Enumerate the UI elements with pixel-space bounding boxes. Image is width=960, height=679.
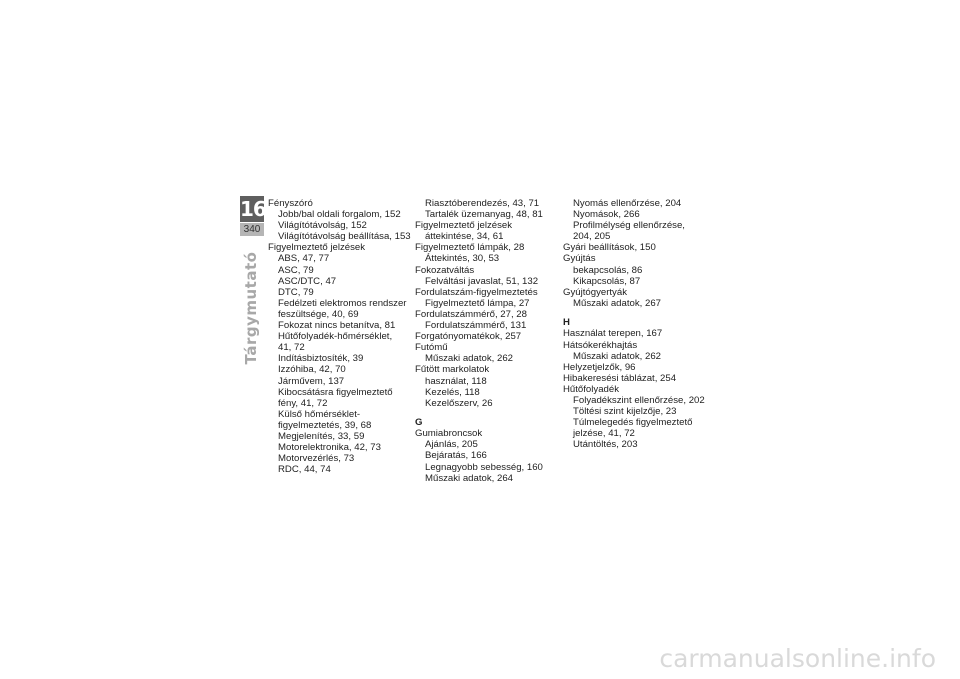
index-column-3 [563,198,703,450]
index-subentry: Nyomás ellenőrzése, 204 [573,198,682,209]
index-entry: Hűtőfolyadék [563,383,619,395]
index-subentry: Fokozat nincs betanítva, 81 [278,320,396,332]
index-subentry: bekapcsolás, 86 [573,264,643,276]
index-subentry: használat, 118 [425,375,487,387]
index-subentry: Nyomások, 266 [573,209,640,221]
index-entry: Figyelmeztető jelzések [415,220,513,232]
index-entry: Figyelmeztető jelzések [268,242,366,254]
index-entry: Gyújtás [563,253,596,265]
index-subentry: Töltési szint kijelzője, 23 [573,406,677,418]
index-subentry: Felváltási javaslat, 51, 132 [425,275,539,287]
index-subentry: Járművem, 137 [278,375,345,387]
index-subentry: Hűtőfolyadék-hőmérséklet, 41, 72 [278,331,393,354]
index-subentry: Bejáratás, 166 [425,450,487,462]
index-subentry: Ajánlás, 205 [425,439,478,451]
index-column-1 [268,198,411,476]
index-subentry: Kezelés, 118 [425,386,480,398]
watermark: carmanualsonline.info [659,644,936,673]
chapter-tab [240,196,264,236]
index-subentry: RDC, 44, 74 [278,464,331,476]
index-subentry: Profilmélység ellenőrzése, 204, 205 [573,220,685,243]
index-subentry: Kikapcsolás, 87 [573,275,641,287]
index-subentry: Megjelenítés, 33, 59 [278,430,365,442]
index-entry: Figyelmeztető lámpák, 28 [415,242,525,254]
index-subentry: Motorvezérlés, 73 [278,453,355,465]
index-subentry: Indításbiztosíték, 39 [278,353,364,365]
index-subentry: Áttekintés, 30, 53 [425,253,500,265]
index-entry: Futómű [415,342,448,354]
index-subentry: Figyelmeztető lámpa, 27 [425,297,530,309]
index-entry: Hibakeresési táblázat, 254 [563,372,677,384]
index-subentry: Műszaki adatok, 267 [573,297,661,309]
index-subentry: Utántöltés, 203 [573,439,638,451]
index-subentry: DTC, 79 [278,286,314,298]
index-entry: Fényszóró [268,198,313,209]
index-subentry: Fedélzeti elektromos rendszer feszültsége, 40, 69 [278,297,407,320]
index-subentry: Fordulatszámmérő, 131 [425,320,527,332]
index-subentry: áttekintése, 34, 61 [425,231,504,243]
index-subentry: Külső hőmérséklet-figyelmeztetés, 39, 68 [278,408,372,431]
index-entry: Hátsókerékhajtás [563,339,638,351]
chapter-number: 16 [240,197,266,221]
index-subentry: Világítótávolság, 152 [278,220,367,232]
index-subentry: Tartalék üzemanyag, 48, 81 [425,209,543,221]
index-subentry: Riasztóberendezés, 43, 71 [425,198,540,209]
index-column-2 [415,198,555,484]
index-subentry: ASC/DTC, 47 [278,275,337,287]
index-entry: Gumiabroncsok [415,428,483,440]
index-entry: Fűtött markolatok [415,364,490,376]
index-subentry: Túlmelegedés figyelmeztető jelzése, 41, 72 [573,417,693,440]
index-subentry: ASC, 79 [278,264,314,276]
index-subentry: Kezelőszerv, 26 [425,397,493,409]
index-section-letter: G [415,416,423,428]
index-subentry: Kibocsátásra figyelmeztető fény, 41, 72 [278,386,393,409]
index-subentry: Világítótávolság beállítása, 153 [278,231,411,243]
index-subentry: Műszaki adatok, 262 [425,353,513,365]
index-subentry: Izzóhiba, 42, 70 [278,364,346,376]
index-subentry: Legnagyobb sebesség, 160 [425,461,543,473]
index-entry: Gyújtógyertyák [563,286,627,298]
index-entry: Fordulatszám-figyelmeztetés [415,286,538,298]
index-subentry: Műszaki adatok, 262 [573,350,661,362]
page-number: 340 [240,223,264,236]
index-entry: Forgatónyomatékok, 257 [415,331,522,343]
index-entry: Helyzetjelzők, 96 [563,361,636,373]
index-subentry: Műszaki adatok, 264 [425,472,513,484]
index-subentry: ABS, 47, 77 [278,253,330,265]
index-entry: Fokozatváltás [415,264,475,276]
index-subentry: Jobb/bal oldali forgalom, 152 [278,209,401,221]
index-section-letter: H [563,316,570,328]
index-subentry: Motorelektronika, 42, 73 [278,442,381,454]
index-entry: Használat terepen, 167 [563,328,663,340]
index-entry: Gyári beállítások, 150 [563,242,656,254]
index-subentry: Folyadékszint ellenőrzése, 202 [573,395,705,406]
index-entry: Fordulatszámmérő, 27, 28 [415,308,527,320]
section-label: Tárgymutató [242,251,260,365]
